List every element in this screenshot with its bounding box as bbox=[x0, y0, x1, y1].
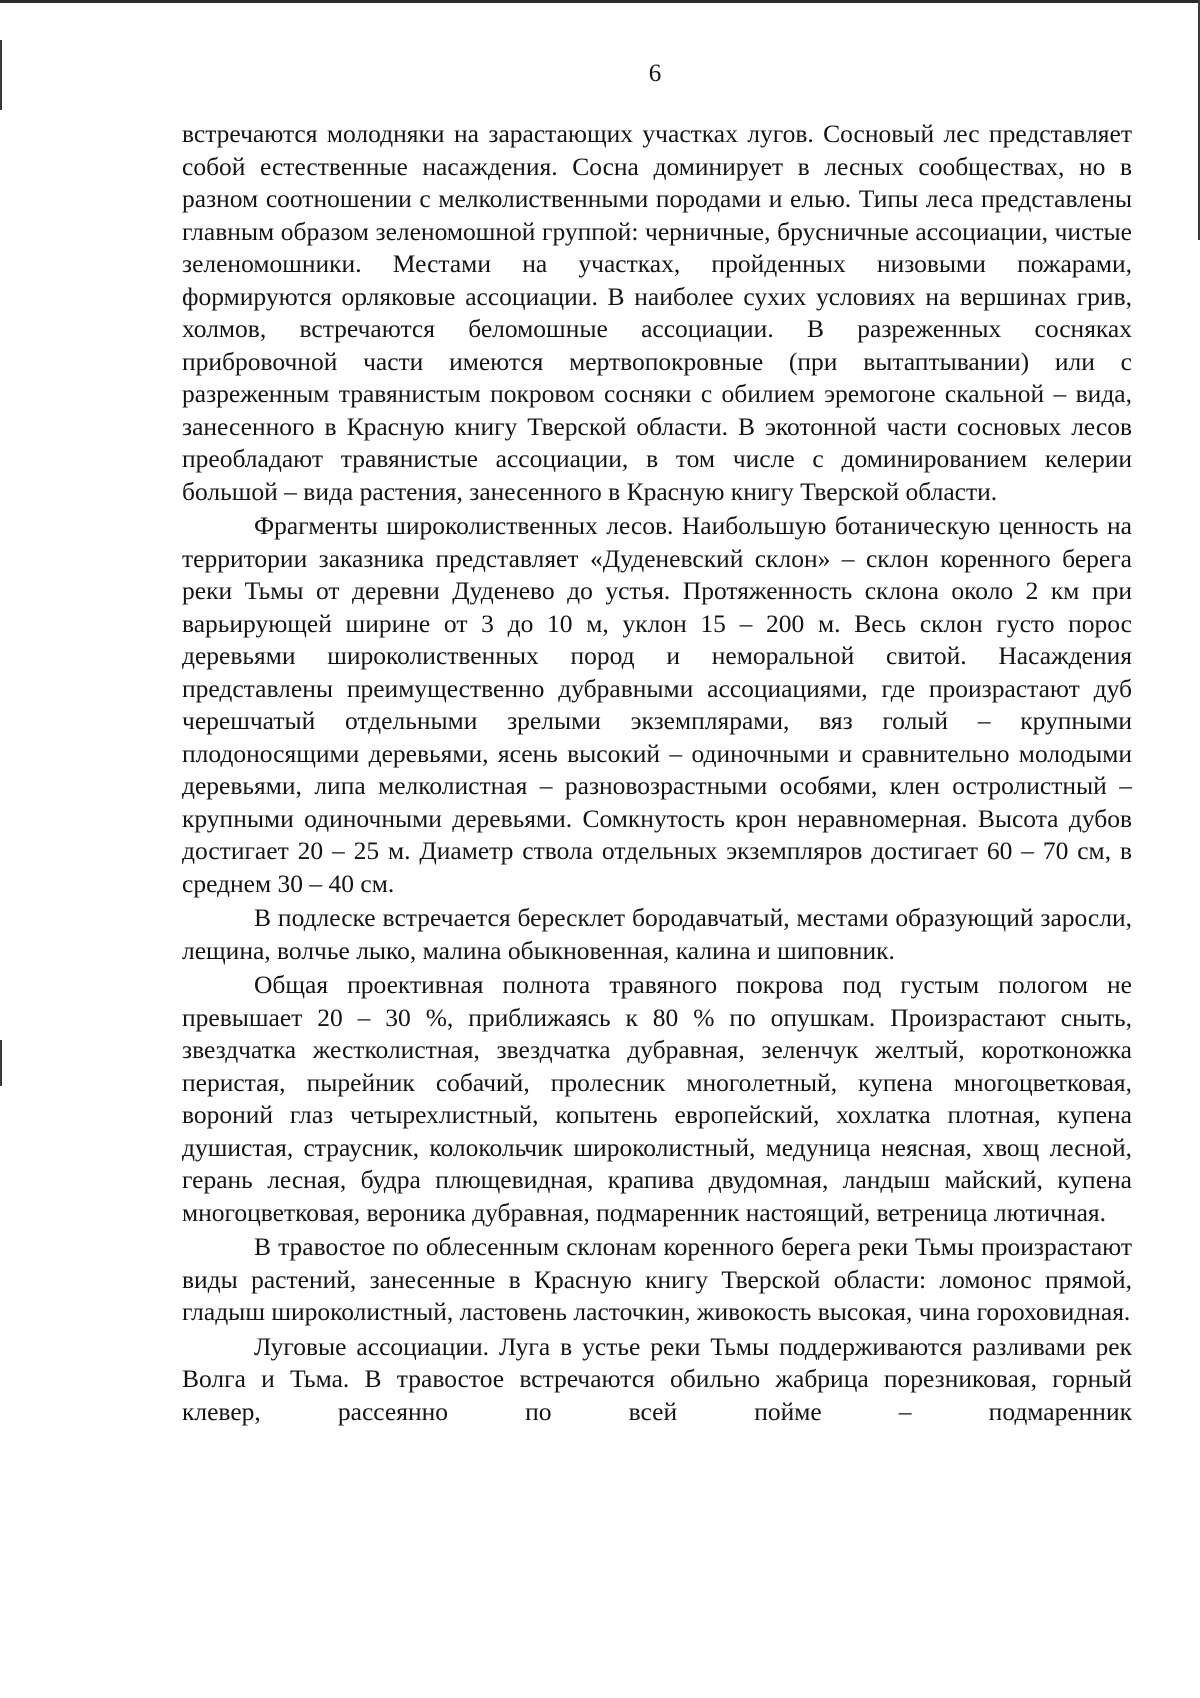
document-body bbox=[182, 118, 1132, 1428]
paragraph-broadleaf-forest: Фрагменты широколиственных лесов. Наибольшую ботаническую ценность на территории заказника представляет «Дуденевский склон» – склон коренного берега реки Тьмы от деревни Дуденево до устья. Протяженность склона около 2 км при варьирующей ширине от 3 до 10 м, уклон 15 – 200 м. Весь склон густо порос деревьями широколиственных пород и неморальной свитой. Насаждения представлены преимущественно дубравными ассоциациями, где произрастают дуб черешчатый отдельными зрелыми экземплярами, вяз голый – крупными плодоносящими деревьями, ясень высокий – одиночными и сравнительно молодыми деревьями, липа мелколистная – разновозрастными особями, клен остролистный – крупными одиночными деревьями. Сомкнутость крон неравномерная. Высота дубов достигает 20 – 25 м. Диаметр ствола отдельных экземпляров достигает 60 – 70 см, в среднем 30 – 40 см. bbox=[182, 511, 1132, 898]
scan-left-margin-mark-lower bbox=[0, 1040, 2, 1086]
paragraph-red-book-species: В травостое по облесенным склонам коренного берега реки Тьмы произрастают виды растений, занесенные в Красную книгу Тверской области: ломонос прямой, гладыш широколистный, ластовень ласточкин, живокость высокая, чина гороховидная. bbox=[182, 1232, 1132, 1326]
paragraph-meadow-associations: Луговые ассоциации. Луга в устье реки Тьмы поддерживаются разливами рек Волга и Тьма. В травостое встречаются обильно жабрица порезниковая, горный клевер, рассеянно по всей пойме – подмаренник bbox=[182, 1331, 1132, 1426]
paragraph-herb-cover: Общая проективная полнота травяного покрова под густым пологом не превышает 20 – 30 %, приближаясь к 80 % по опушкам. Произрастают сныть, звездчатка жестколистная, звездчатка дубравная, зеленчук желтый, коротконожка перистая, пырейник собачий, пролесник многолетный, купена многоцветковая, вороний глаз четырехлистный, копытень европейский, хохлатка плотная, купена душистая, страусник, колокольчик широколистный, медуница неясная, хвощ лесной, герань лесная, будра плющевидная, крапива двудомная, ландыш майский, купена многоцветковая, вероника дубравная, подмаренник настоящий, ветреница лютичная. bbox=[182, 970, 1132, 1227]
page-number: 6 bbox=[648, 60, 662, 87]
paragraph-pine-forest: встречаются молодняки на зарастающих участках лугов. Сосновый лес представляет собой естественные насаждения. Сосна доминирует в лесных сообществах, но в разном соотношении с мелколиственными породами и елью. Типы леса представлены главным образом зеленомошной группой: черничные, брусничные ассоциации, чистые зеленомошники. Местами на участках, пройденных низовыми пожарами, формируются орляковые ассоциации. В наиболее сухих условиях на вершинах грив, холмов, встречаются беломошные ассоциации. В разреженных сосняках прибровочной части имеются мертвопокровные (при вытаптывании) или с разреженным травянистым покровом сосняки с обилием эремогоне скальной – вида, занесенного в Красную книгу Тверской области. В экотонной части сосновых лесов преобладают травянистые ассоциации, в том числе с доминированием келерии большой – вида растения, занесенного в Красную книгу Тверской области. bbox=[182, 119, 1132, 506]
paragraph-undergrowth: В подлеске встречается бересклет бородавчатый, местами образующий заросли, лещина, волчье лыко, малина обыкновенная, калина и шиповник. bbox=[182, 903, 1132, 965]
scan-top-edge bbox=[0, 0, 1200, 3]
